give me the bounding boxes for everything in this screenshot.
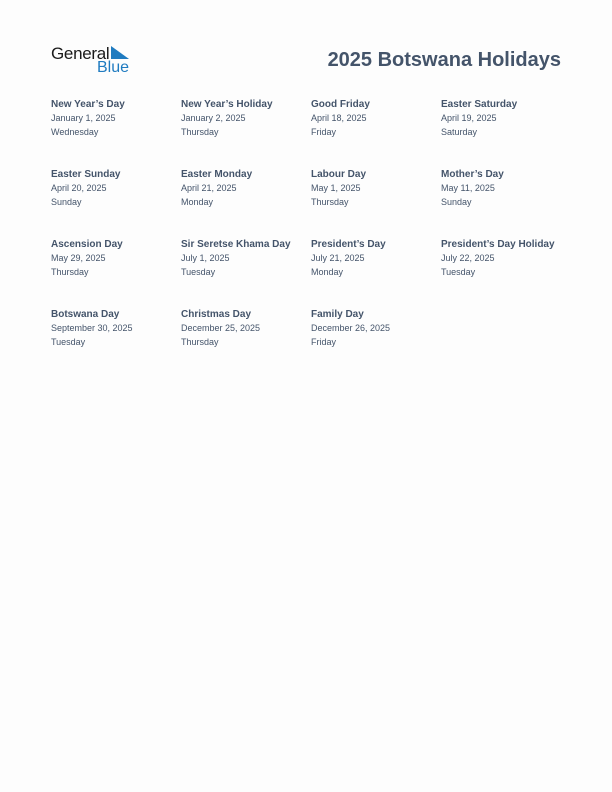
page-title: 2025 Botswana Holidays [327,49,561,71]
holiday-item [441,98,569,139]
holiday-weekday: Sunday [441,197,472,207]
holiday-name: Christmas Day [181,309,252,320]
holiday-date: July 22, 2025 [441,253,495,263]
holiday-date: July 1, 2025 [181,253,230,263]
holiday-name: New Year’s Day [51,99,125,110]
holiday-weekday: Friday [311,337,337,347]
holiday-weekday: Thursday [181,127,219,137]
holiday-weekday: Thursday [181,337,219,347]
holiday-weekday: Monday [311,267,344,277]
holiday-item [51,308,179,349]
holiday-name: Family Day [311,309,364,320]
holiday-item [311,238,439,279]
holiday-date: December 25, 2025 [181,323,261,333]
holiday-date: May 11, 2025 [441,183,495,193]
brand-name-blue: Blue [97,59,130,76]
holiday-weekday: Tuesday [181,267,216,277]
holiday-date: September 30, 2025 [51,323,133,333]
holiday-weekday: Friday [311,127,337,137]
holiday-name: Good Friday [311,99,370,110]
holiday-name: Sir Seretse Khama Day [181,239,291,250]
holiday-item [181,168,309,209]
brand-logo [51,44,137,78]
holiday-item [51,98,179,139]
holiday-name: Labour Day [311,169,367,180]
holiday-item [181,238,309,279]
holiday-weekday: Thursday [51,267,89,277]
holiday-date: May 29, 2025 [51,253,106,263]
holiday-date: May 1, 2025 [311,183,361,193]
holiday-name: Easter Saturday [441,99,518,110]
holiday-weekday: Monday [181,197,214,207]
holiday-date: April 19, 2025 [441,113,497,123]
holiday-weekday: Thursday [311,197,349,207]
holiday-item [441,168,569,209]
holiday-name: President’s Day Holiday [441,239,555,250]
holiday-weekday: Saturday [441,127,478,137]
holiday-item [51,168,179,209]
holiday-date: January 1, 2025 [51,113,116,123]
holiday-item [311,308,439,349]
holiday-date: December 26, 2025 [311,323,391,333]
holiday-item [181,98,309,139]
holiday-item [51,238,179,279]
holiday-name: President’s Day [311,239,386,250]
holiday-date: January 2, 2025 [181,113,246,123]
holiday-weekday: Tuesday [51,337,86,347]
holiday-item [311,98,439,139]
holiday-name: Ascension Day [51,239,123,250]
triangle-logo-icon [111,46,129,60]
holiday-date: April 21, 2025 [181,183,237,193]
holiday-name: Easter Sunday [51,169,121,180]
holiday-date: April 18, 2025 [311,113,367,123]
holiday-date: April 20, 2025 [51,183,107,193]
holiday-name: Mother’s Day [441,169,504,180]
holiday-weekday: Tuesday [441,267,476,277]
brand-name-general: General [51,44,110,63]
holiday-weekday: Sunday [51,197,82,207]
holiday-date: July 21, 2025 [311,253,365,263]
holiday-item [441,238,569,279]
holiday-item [181,308,309,349]
holiday-item [311,168,439,209]
holiday-name: New Year’s Holiday [181,99,273,110]
holiday-name: Botswana Day [51,309,120,320]
holiday-name: Easter Monday [181,169,253,180]
holiday-weekday: Wednesday [51,127,99,137]
